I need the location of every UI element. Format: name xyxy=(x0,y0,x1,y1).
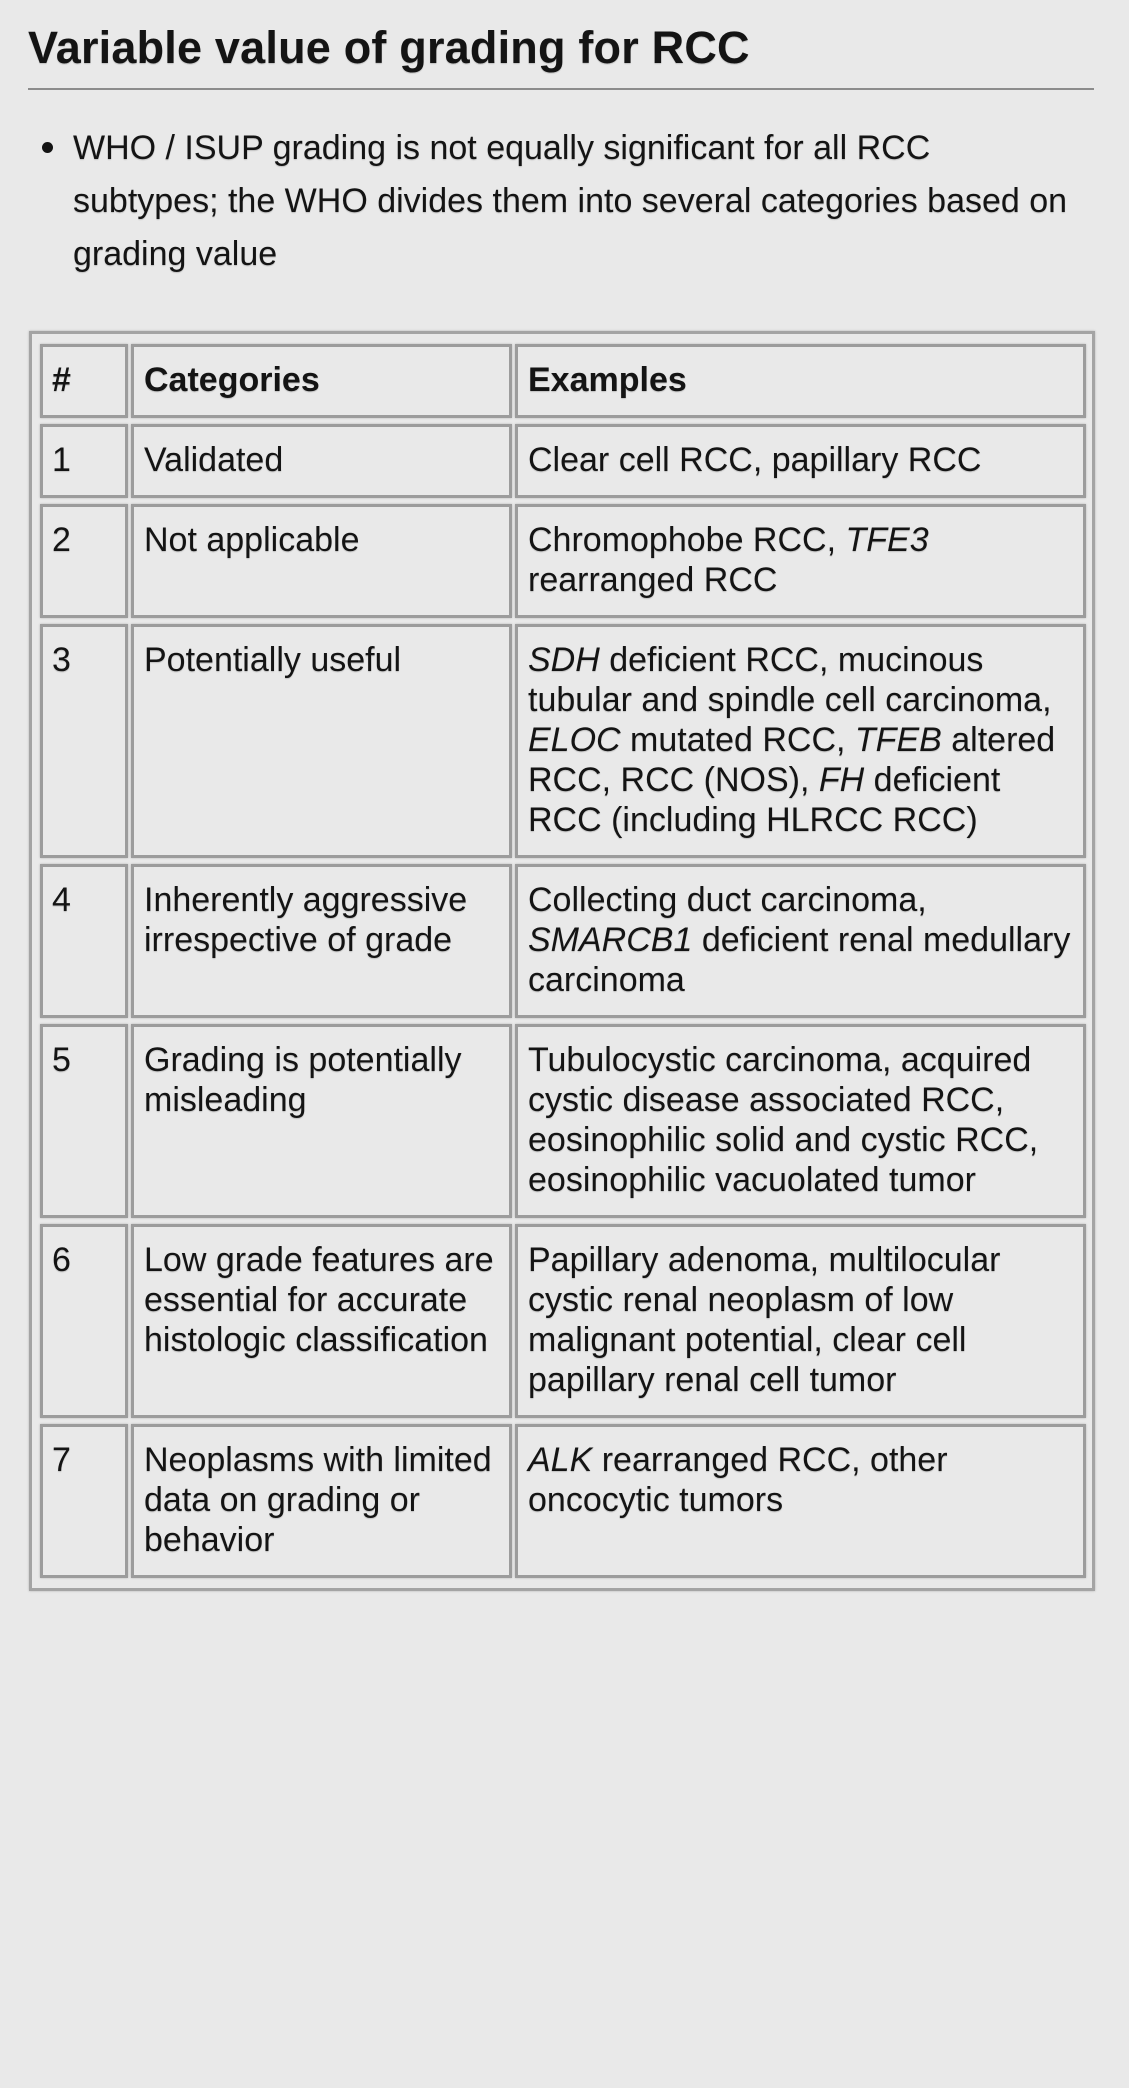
intro-bullet-item xyxy=(73,122,1078,281)
gene-name: TFEB xyxy=(854,721,942,759)
row-category: Grading is potentially misleading xyxy=(131,1024,512,1218)
page-title: Variable value of grading for RCC xyxy=(28,22,750,73)
row-examples xyxy=(515,1424,1086,1578)
row-number: 3 xyxy=(40,624,128,858)
gene-name: FH xyxy=(818,761,865,799)
grading-table-container xyxy=(29,331,1095,1591)
row-number: 2 xyxy=(40,504,128,618)
gene-name: TFE3 xyxy=(845,521,929,559)
intro-bullet-text: WHO / ISUP grading is not equally significant for all RCC subtypes; the WHO divides them into several categories based on grading value xyxy=(73,129,1068,273)
row-number: 7 xyxy=(40,1424,128,1578)
row-category: Inherently aggressive irrespective of grade xyxy=(131,864,512,1018)
row-number: 4 xyxy=(40,864,128,1018)
example-text: Papillary adenoma, multilocular cystic renal neoplasm of low malignant potential, clear cell papillary renal cell tumor xyxy=(528,1241,1001,1399)
gene-name: ELOC xyxy=(528,721,621,759)
row-examples xyxy=(515,1024,1086,1218)
example-text: deficient RCC (including HLRCC RCC) xyxy=(528,761,1001,839)
bullet-icon xyxy=(42,142,53,153)
example-text: Collecting duct carcinoma, xyxy=(528,881,927,919)
table-row xyxy=(40,424,1086,498)
header-examples: Examples xyxy=(515,344,1086,418)
example-text: Chromophobe RCC, xyxy=(528,521,846,559)
table-row xyxy=(40,624,1086,858)
intro-list xyxy=(28,122,1078,281)
example-text: deficient renal medullary carcinoma xyxy=(528,921,1071,999)
table-header-row xyxy=(40,344,1086,418)
table-row xyxy=(40,1424,1086,1578)
row-examples xyxy=(515,624,1086,858)
table-body xyxy=(40,424,1086,1578)
row-category: Potentially useful xyxy=(131,624,512,858)
example-text: altered RCC, RCC (NOS), xyxy=(528,721,1056,799)
row-examples xyxy=(515,424,1086,498)
header-categories: Categories xyxy=(131,344,512,418)
title-divider xyxy=(28,88,1094,90)
table-row xyxy=(40,1024,1086,1218)
row-category: Neoplasms with limited data on grading or behavior xyxy=(131,1424,512,1578)
gene-name: SDH xyxy=(528,641,600,679)
row-examples xyxy=(515,504,1086,618)
row-number: 1 xyxy=(40,424,128,498)
header-number: # xyxy=(40,344,128,418)
row-number: 6 xyxy=(40,1224,128,1418)
row-category: Validated xyxy=(131,424,512,498)
gene-name: ALK xyxy=(528,1441,593,1479)
table-row xyxy=(40,504,1086,618)
example-text: Tubulocystic carcinoma, acquired cystic disease associated RCC, eosinophilic solid and cystic RCC, eosinophilic vacuolated tumor xyxy=(528,1041,1039,1199)
table-row xyxy=(40,864,1086,1018)
row-number: 5 xyxy=(40,1024,128,1218)
example-text: rearranged RCC, other oncocytic tumors xyxy=(528,1441,948,1519)
row-category: Not applicable xyxy=(131,504,512,618)
example-text: mutated RCC, xyxy=(620,721,855,759)
table-row xyxy=(40,1224,1086,1418)
row-examples xyxy=(515,864,1086,1018)
grading-table xyxy=(37,338,1089,1584)
row-examples xyxy=(515,1224,1086,1418)
row-category: Low grade features are essential for accurate histologic classification xyxy=(131,1224,512,1418)
example-text: Clear cell RCC, papillary RCC xyxy=(528,441,982,479)
example-text: deficient RCC, mucinous tubular and spindle cell carcinoma, xyxy=(528,641,1052,719)
example-text: rearranged RCC xyxy=(528,561,778,599)
gene-name: SMARCB1 xyxy=(528,921,693,959)
